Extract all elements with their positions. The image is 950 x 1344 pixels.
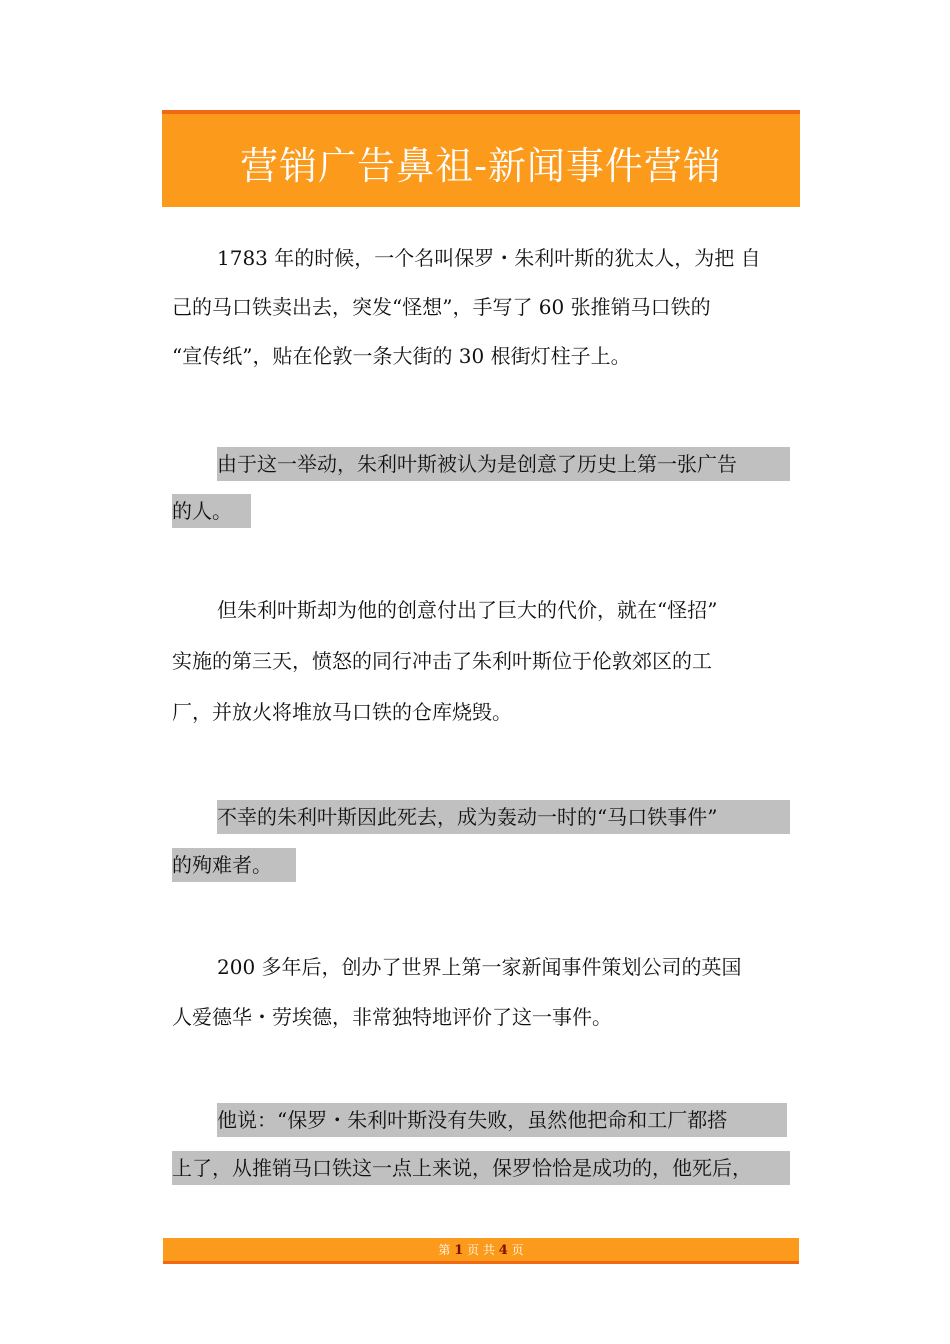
footer-prefix: 第 — [438, 1243, 451, 1257]
paragraph-line: “宣传纸”，贴在伦敦一条大街的 30 根街灯柱子上。 — [172, 344, 631, 368]
paragraph-line: 厂，并放火将堆放马口铁的仓库烧毁。 — [172, 700, 512, 724]
highlighted-line: 的人。 — [172, 494, 251, 528]
paragraph-line: 实施的第三天，愤怒的同行冲击了朱利叶斯位于伦敦郊区的工 — [172, 649, 712, 673]
highlighted-line: 上了，从推销马口铁这一点上来说，保罗恰恰是成功的，他死后， — [172, 1151, 790, 1185]
paragraph-line: 200 多年后，创办了世界上第一家新闻事件策划公司的英国 — [217, 955, 742, 979]
total-page-number: 4 — [498, 1243, 508, 1258]
document-title: 营销广告鼻祖-新闻事件营销 — [240, 144, 722, 188]
footer-suffix: 页 — [511, 1243, 524, 1257]
highlighted-line: 由于这一举动，朱利叶斯被认为是创意了历史上第一张广告 — [217, 447, 790, 481]
footer-middle: 页 共 — [467, 1243, 495, 1257]
paragraph-line: 但朱利叶斯却为他的创意付出了巨大的代价，就在“怪招” — [217, 598, 718, 622]
highlighted-line: 他说：“保罗・朱利叶斯没有失败，虽然他把命和工厂都搭 — [217, 1103, 787, 1137]
paragraph-line: 己的马口铁卖出去，突发“怪想”，手写了 60 张推销马口铁的 — [172, 295, 711, 319]
title-banner — [162, 110, 800, 207]
paragraph-line: 1783 年的时候，一个名叫保罗・朱利叶斯的犹太人，为把 自 — [217, 246, 761, 270]
highlighted-line: 的殉难者。 — [172, 848, 296, 882]
current-page-number: 1 — [454, 1243, 464, 1258]
paragraph-line: 人爱德华・劳埃德，非常独特地评价了这一事件。 — [172, 1005, 612, 1029]
page-footer — [163, 1238, 799, 1264]
highlighted-line: 不幸的朱利叶斯因此死去，成为轰动一时的“马口铁事件” — [217, 800, 790, 834]
